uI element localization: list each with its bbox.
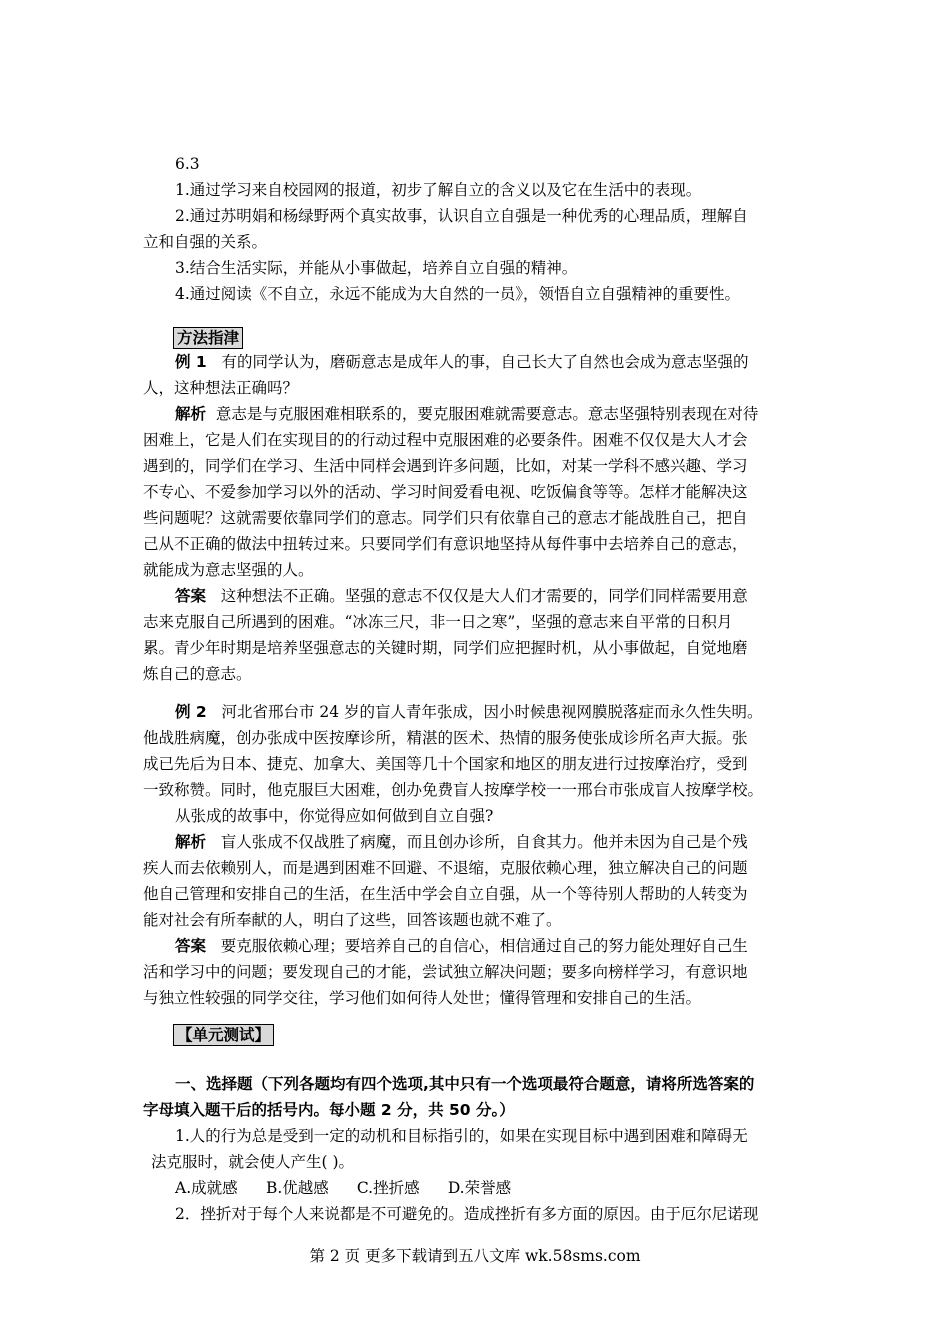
method-heading: 方法指津 (173, 327, 243, 349)
example2-b1: 要克服依赖心理；要培养自己的自信心，相信通过自己的努力能处理好自己生 (220, 937, 748, 955)
question1: 1.人的行为总是受到一定的动机和目标指引的，如果在实现目标中遇到困难和障碍无 (175, 1127, 748, 1145)
objective-item: 3.结合生活实际，并能从小事做起，培养自立自强的精神。 (175, 259, 578, 277)
example2-a3: 他自己管理和安排自己的生活，在生活中学会自立自强，从一个等待别人帮助的人转变为 (143, 885, 748, 903)
example1-b1: 这种想法不正确。坚强的意志不仅仅是大人们才需要的，同学们同样需要用意 (220, 587, 748, 605)
objective-item: 立和自强的关系。 (143, 233, 268, 251)
example2-q2: 他战胜病魔，创办张成中医按摩诊所，精湛的医术、热情的服务使张成诊所名声大振。张 (143, 729, 748, 747)
example2-a1: 盲人张成不仅战胜了病魔，而且创办诊所，自食其力。他并未因为自己是个残 (220, 833, 748, 851)
example2-a2: 疾人而去依赖别人，而是遇到困难不回避、不退缩，克服依赖心理，独立解决自己的问题 (143, 859, 748, 877)
analysis-label: 解析 (175, 833, 207, 851)
example1-a7: 就能成为意志坚强的人。 (143, 561, 314, 579)
objective-item: 4.通过阅读《不自立，永远不能成为大自然的一员》，领悟自立自强精神的重要性。 (175, 285, 741, 303)
example1-b4: 炼自己的意志。 (143, 665, 252, 683)
example1-analysis (175, 401, 835, 427)
objective-item: 2.通过苏明娟和杨绿野两个真实故事，认识自立自强是一种优秀的心理品质，理解自 (175, 207, 748, 225)
objectives-number: 6.3 (175, 155, 200, 173)
example1-a6: 己从不正确的做法中扭转过来。只要同学们有意识地坚持从每件事中去培养自己的意志， (143, 535, 748, 553)
answer-label: 答案 (175, 937, 207, 955)
example1-answer (175, 583, 835, 609)
example2-answer (175, 933, 835, 959)
question1-options (175, 1175, 835, 1201)
example2-a4: 能对社会有所奉献的人，明白了这些，回答该题也就不难了。 (143, 911, 562, 929)
example1-q2: 人，这种想法正确吗？ (143, 379, 299, 397)
example1-a1: 意志是与克服困难相联系的，要克服困难就需要意志。意志坚强特别表现在对待 (215, 405, 759, 423)
section1-instructions-cont: 字母填入题干后的括号内。每小题 2 分，共 50 分。） (143, 1101, 515, 1119)
question1-cont: 法克服时，就会使人产生( )。 (151, 1153, 355, 1171)
example2-q1: 河北省邢台市 24 岁的盲人青年张成，因小时候患视网膜脱落症而永久性失明。 (221, 703, 763, 721)
answer-label: 答案 (175, 587, 207, 605)
question2: 2．挫折对于每个人来说都是不可避免的。造成挫折有多方面的原因。由于厄尔尼诺现 (175, 1205, 759, 1223)
example1-a5: 些问题呢？这就需要依靠同学们的意志。同学们只有依靠自己的意志才能战胜自己，把自 (143, 509, 748, 527)
example1-a3: 遇到的，同学们在学习、生活中同样会遇到许多问题，比如，对某一学科不感兴趣、学习 (143, 457, 748, 475)
analysis-label: 解析 (175, 405, 207, 423)
page-footer: 第 2 页 更多下载请到五八文库 wk.58sms.com (309, 1247, 641, 1265)
option-d: D.荣誉感 (447, 1179, 512, 1197)
example1-label: 例 1 (175, 353, 207, 371)
option-a: A.成就感 (175, 1179, 238, 1197)
section1-instructions: 一、选择题（下列各题均有四个选项,其中只有一个选项最符合题意，请将所选答案的 (175, 1075, 755, 1093)
example1-question (175, 349, 835, 375)
example2-b3: 与独立性较强的同学交往，学习他们如何待人处世；懂得管理和安排自己的生活。 (143, 989, 702, 1007)
example1-b2: 志来克服自己所遇到的困难。“冰冻三尺，非一日之寒”，坚强的意志来自平常的日积月 (143, 613, 733, 631)
example2-b2: 活和学习中的问题；要发现自己的才能，尝试独立解决问题；要多向榜样学习，有意识地 (143, 963, 748, 981)
example2-q3: 成已先后为日本、捷克、加拿大、美国等几十个国家和地区的朋友进行过按摩治疗，受到 (143, 755, 748, 773)
example2-analysis (175, 829, 835, 855)
objective-item: 1.通过学习来自校园网的报道，初步了解自立的含义以及它在生活中的表现。 (175, 181, 702, 199)
example1-q1: 有的同学认为，磨砺意志是成年人的事，自己长大了自然也会成为意志坚强的 (221, 353, 749, 371)
example1-a4: 不专心、不爱参加学习以外的活动、学习时间爱看电视、吃饭偏食等等。怎样才能解决这 (143, 483, 748, 501)
option-b: B.优越感 (265, 1179, 329, 1197)
example2-q4: 一致称赞。同时，他克服巨大困难，创办免费盲人按摩学校一一邢台市张成盲人按摩学校。 (143, 781, 764, 799)
example1-a2: 困难上，它是人们在实现目的的行动过程中克服困难的必要条件。困难不仅仅是大人才会 (143, 431, 748, 449)
example2-q5: 从张成的故事中，你觉得应如何做到自立自强? (175, 807, 494, 825)
example1-b3: 累。青少年时期是培养坚强意志的关键时期，同学们应把握时机，从小事做起，自觉地磨 (143, 639, 748, 657)
option-c: C.挫折感 (356, 1179, 420, 1197)
example2-label: 例 2 (175, 703, 207, 721)
unit-test-heading: 【单元测试】 (173, 1024, 274, 1046)
example2-question (175, 699, 835, 725)
